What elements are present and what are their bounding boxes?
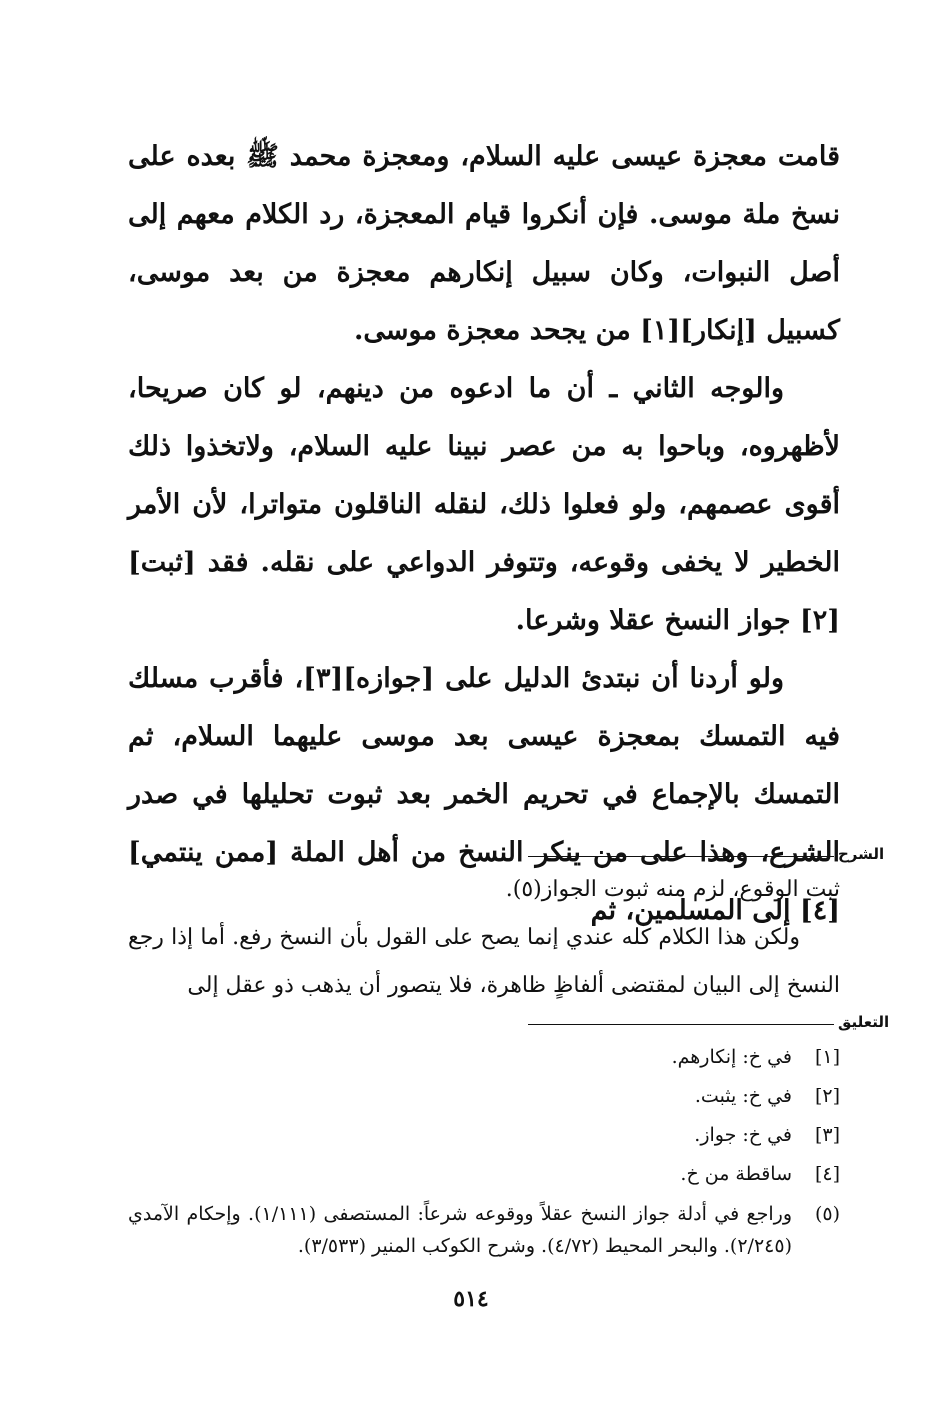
footnote-number: (٥) [814,1203,840,1225]
footnote [128,1038,840,1077]
footnote-number: [١] [814,1046,840,1068]
taliq-label: التعليق [838,1013,890,1031]
footnote [128,1116,840,1155]
main-paragraph-3: ولو أردنا أن نبتدئ الدليل على [جوازه][٣]، فأقرب مسلك فيه التمسك بمعجزة عيسى بعد موسى عليهما السلام، ثم التمسك بالإجماع في تحريم الخمر بعد ثبوت تحليلها في صدر الشرع، وهذا على من ينكر النسخ من أهل الملة [ممن ينتمي][٤] إلى المسلمين، ثم [128,663,840,926]
footnote-text: في خ: جواز. [694,1124,792,1146]
footnote-number: [٣] [814,1124,840,1146]
footnote-text: وراجع في أدلة جواز النسخ عقلاً ووقوعه شرعاً: المستصفى (١/١١١). وإحكام الآمدي (٢/٢٤٥). والبحر المحيط (٤/٧٢). وشرح الكوكب المنير (٣/٥٣٣). [128,1203,792,1257]
commentary-paragraph-2: ولكن هذا الكلام كله عندي إنما يصح على القول بأن النسخ رفع. أما إذا رجع النسخ إلى البيان لمقتضى ألفاظٍ ظاهرة، فلا يتصور أن يذهب ذو عقل إلى [128,925,840,998]
footnote-text: في خ: يثبت. [694,1085,792,1107]
footnote [128,1198,840,1262]
footnote-text: في خ: إنكارهم. [671,1046,792,1068]
footnote [128,1155,840,1194]
commentary-text [128,866,840,1010]
footnote [128,1077,840,1116]
sharh-label: الشرح [838,845,885,863]
page-number: ٥١٤ [453,1286,489,1312]
main-paragraph-1: قامت معجزة عيسى عليه السلام، ومعجزة محمد ﷺ بعده على نسخ ملة موسى. فإن أنكروا قيام المعجزة، رد الكلام معهم إلى أصل النبوات، وكان سبيل إنكارهم معجزة من بعد موسى، كسبيل [إنكار][١] من يجحد معجزة موسى. [128,141,840,346]
footnotes [128,1038,840,1262]
sharh-separator [528,856,834,857]
footnote-text: ساقطة من خ. [680,1163,792,1185]
taliq-separator [528,1024,834,1025]
footnote-number: [٢] [814,1085,840,1107]
commentary-paragraph-1: ثبت الوقوع، لزم منه ثبوت الجواز(٥). [505,877,840,902]
main-paragraph-2: والوجه الثاني ـ أن ما ادعوه من دينهم، لو كان صريحا، لأظهروه، وباحوا به من عصر نبينا عليه السلام، ولاتخذوا ذلك أقوى عصمهم، ولو فعلوا ذلك، لنقله الناقلون متواترا، لأن الأمر الخطير لا يخفى وقوعه، وتتوفر الدواعي على نقله. فقد [ثبت][٢] جواز النسخ عقلا وشرعا. [128,373,840,636]
footnote-number: [٤] [814,1163,840,1185]
main-text [128,128,840,940]
